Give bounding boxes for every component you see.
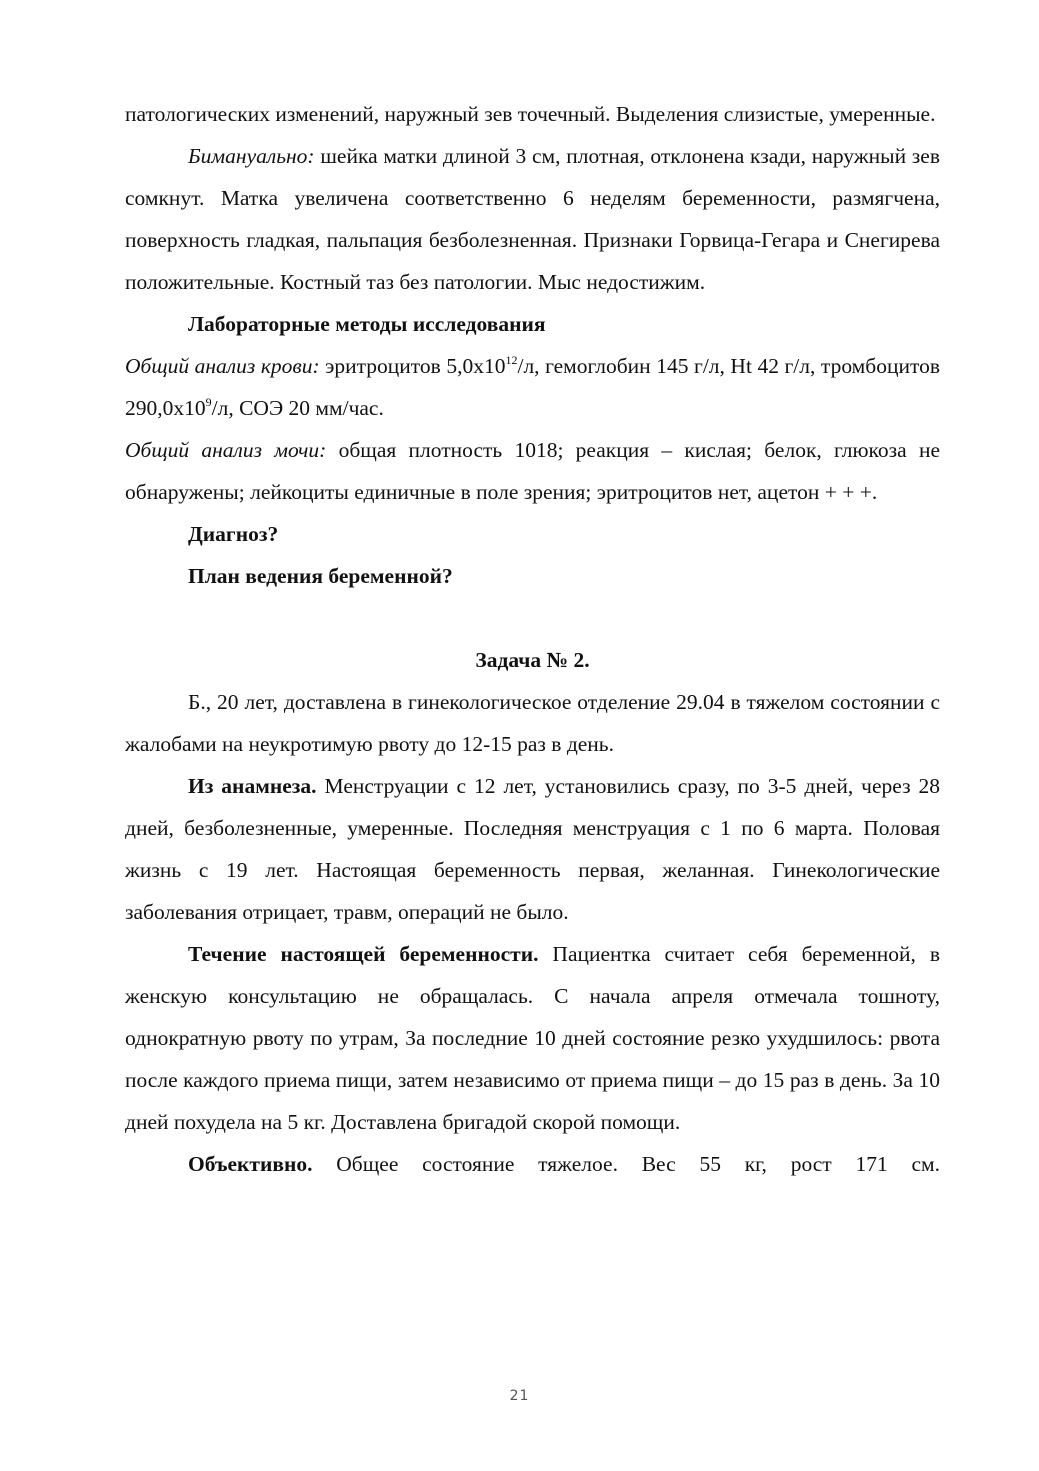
paragraph-task-intro: Б., 20 лет, доставлена в гинекологическое отделение 29.04 в тяжелом состоянии с жалобами на неукротимую рвоту до 12-15 раз в день. xyxy=(125,690,940,756)
page-number: 21 xyxy=(509,1388,530,1404)
bimanual-text: шейка матки длиной 3 см, плотная, отклонена кзади, наружный зев сомкнут. Матка увеличена соответственно 6 неделям беременности, размягчена, поверхность гладкая, пальпация безболезненная. Признаки Горвица-Гегара и Снегирева положительные. Костный таз без патологии. Мыс недостижим. xyxy=(125,144,940,294)
paragraph-pregnancy-course xyxy=(125,933,940,1143)
lab-methods-heading: Лабораторные методы исследования xyxy=(188,312,546,336)
question-management-plan: План ведения беременной? xyxy=(188,564,453,588)
objective-label: Объективно. xyxy=(188,1152,313,1176)
paragraph-continuation: патологических изменений, наружный зев точечный. Выделения слизистые, умеренные. xyxy=(125,102,936,126)
bimanual-label: Бимануально: xyxy=(188,144,315,168)
blood-test-label: Общий анализ крови: xyxy=(125,354,320,378)
paragraph-anamnesis xyxy=(125,765,940,933)
question-diagnosis: Диагноз? xyxy=(188,522,279,546)
blood-text-3: /л, СОЭ 20 мм/час. xyxy=(211,396,384,420)
anamnesis-label: Из анамнеза. xyxy=(188,774,317,798)
blood-text-1: эритроцитов 5,0х10 xyxy=(319,354,506,378)
urine-test-label: Общий анализ мочи: xyxy=(125,438,327,462)
paragraph-blood-test xyxy=(125,345,940,429)
blood-text-2: /л, гемоглобин 145 г/л, Ht 42 г/л, тромбоцитов 290,0х10 xyxy=(125,354,940,420)
paragraph-urine-test xyxy=(125,429,940,513)
pregnancy-course-label: Течение настоящей беременности. xyxy=(188,942,539,966)
pregnancy-course-text: Пациентка считает себя беременной, в женскую консультацию не обращалась. С начала апреля отмечала тошноту, однократную рвоту по утрам, За последние 10 дней состояние резко ухудшилось: рвота после каждого приема пищи, затем независимо от приема пищи – до 15 раз в день. За 10 дней похудела на 5 кг. Доставлена бригадой скорой помощи. xyxy=(125,942,940,1134)
page-content xyxy=(125,93,940,1185)
paragraph-objective xyxy=(125,1143,940,1185)
paragraph-bimanual xyxy=(125,135,940,303)
task-title: Задача № 2. xyxy=(475,648,590,672)
blood-exponent-1: 12 xyxy=(505,353,518,367)
urine-text: общая плотность 1018; реакция – кислая; белок, глюкоза не обнаружены; лейкоциты единичные в поле зрения; эритроцитов нет, ацетон + + +. xyxy=(125,438,940,504)
objective-text: Общее состояние тяжелое. Вес 55 кг, рост 171 см. xyxy=(312,1152,940,1176)
anamnesis-text: Менструации с 12 лет, установились сразу, по 3-5 дней, через 28 дней, безболезненные, умеренные. Последняя менструация с 1 по 6 марта. Половая жизнь с 19 лет. Настоящая беременность первая, желанная. Гинекологические заболевания отрицает, травм, операций не было. xyxy=(125,774,941,924)
blood-exponent-2: 9 xyxy=(205,395,212,409)
